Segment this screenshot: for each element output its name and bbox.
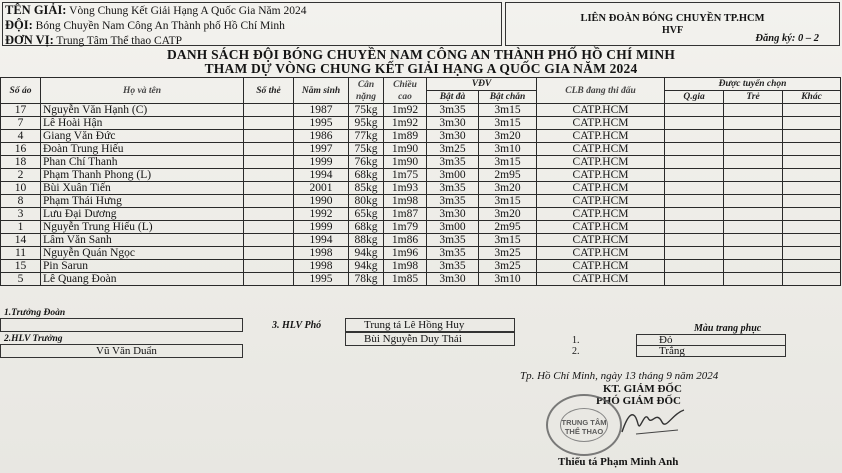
cell-block: 3m35 [427,247,479,260]
cell-name: Lâm Văn Sanh [41,234,244,247]
cell-weight: 65kg [349,208,384,221]
cell-card [244,221,294,234]
cell-card [244,130,294,143]
team-leader-label: 1.Trưởng Đoàn [4,308,66,318]
cell-name: Phan Chí Thanh [41,156,244,169]
tournament-line [3,3,501,18]
cell-youth [724,169,783,182]
cell-spike: 3m15 [479,234,537,247]
cell-other [783,156,841,169]
stamp-text-bottom: THỂ THAO [564,427,604,436]
header-weight: Cân nặng [349,78,384,104]
cell-national [665,260,724,273]
cell-height: 1m93 [384,182,427,195]
cell-birth-year: 1990 [294,195,349,208]
team-label: ĐỘI: [5,18,33,32]
cell-weight: 94kg [349,247,384,260]
uniform-number-1: 1. [572,335,580,346]
cell-national [665,234,724,247]
table-row [1,221,841,234]
cell-club: CATP.HCM [537,247,665,260]
cell-other [783,104,841,117]
cell-other [783,130,841,143]
cell-club: CATP.HCM [537,117,665,130]
cell-youth [724,130,783,143]
team-line [3,18,501,33]
cell-name: Giang Văn Đức [41,130,244,143]
cell-spike: 3m20 [479,208,537,221]
cell-spike: 2m95 [479,221,537,234]
cell-name: Pin Sarun [41,260,244,273]
roster-table [0,77,841,286]
uniform-color-1: Đỏ [636,334,786,346]
federation-box [505,2,840,46]
cell-name: Phạm Thanh Phong (L) [41,169,244,182]
cell-number: 5 [1,273,41,286]
cell-birth-year: 1997 [294,143,349,156]
cell-spike: 3m15 [479,195,537,208]
cell-name: Bùi Xuân Tiến [41,182,244,195]
cell-spike: 3m10 [479,143,537,156]
header-national: Q.gia [665,91,724,104]
cell-weight: 68kg [349,221,384,234]
cell-number: 10 [1,182,41,195]
cell-club: CATP.HCM [537,182,665,195]
header-number: Số áo [1,78,41,104]
cell-weight: 85kg [349,182,384,195]
cell-block: 3m35 [427,234,479,247]
unit-line [3,33,501,48]
cell-youth [724,221,783,234]
cell-weight: 75kg [349,104,384,117]
cell-other [783,143,841,156]
cell-name: Nguyễn Văn Hạnh (C) [41,104,244,117]
cell-spike: 3m15 [479,117,537,130]
cell-spike: 3m20 [479,130,537,143]
cell-spike: 3m10 [479,273,537,286]
uniform-number-2: 2. [572,346,580,357]
cell-spike: 3m15 [479,156,537,169]
table-row [1,117,841,130]
cell-birth-year: 2001 [294,182,349,195]
cell-height: 1m85 [384,273,427,286]
cell-club: CATP.HCM [537,169,665,182]
table-row [1,208,841,221]
cell-name: Lê Quang Đoàn [41,273,244,286]
cell-block: 3m35 [427,195,479,208]
team-leader-field [0,318,243,332]
cell-birth-year: 1992 [294,208,349,221]
cell-spike: 3m15 [479,104,537,117]
cell-number: 2 [1,169,41,182]
cell-other [783,117,841,130]
cell-number: 17 [1,104,41,117]
header-birth-year: Năm sinh [294,78,349,104]
tournament-label: TÊN GIẢI: [5,3,67,17]
cell-national [665,273,724,286]
cell-number: 14 [1,234,41,247]
uniform-color-2: Trắng [636,345,786,357]
cell-number: 11 [1,247,41,260]
table-row [1,104,841,117]
cell-height: 1m79 [384,221,427,234]
cell-height: 1m86 [384,234,427,247]
cell-youth [724,273,783,286]
cell-name: Nguyễn Trung Hiếu (L) [41,221,244,234]
cell-height: 1m92 [384,104,427,117]
cell-block: 3m35 [427,182,479,195]
document-title: DANH SÁCH ĐỘI BÓNG CHUYỀN NAM CÔNG AN THÀNH PHỐ HỒ CHÍ MINH [166,47,676,62]
cell-club: CATP.HCM [537,195,665,208]
header-club: CLB đang thi đấu [537,78,665,104]
cell-number: 4 [1,130,41,143]
head-coach-label: 2.HLV Trưởng [4,334,63,344]
assistant-coach-label: 3. HLV Phó [272,320,322,331]
cell-name: Lưu Đại Dương [41,208,244,221]
cell-number: 8 [1,195,41,208]
cell-club: CATP.HCM [537,156,665,169]
federation-name: LIÊN ĐOÀN BÓNG CHUYỀN TP.HCM [580,13,765,24]
cell-name: Đoàn Trung Hiếu [41,143,244,156]
cell-national [665,208,724,221]
cell-birth-year: 1994 [294,169,349,182]
signature-kt: KT. GIÁM ĐỐC [603,383,682,395]
header-youth: Trẻ [724,91,783,104]
cell-club: CATP.HCM [537,130,665,143]
cell-block: 3m35 [427,156,479,169]
tournament-name: Vòng Chung Kết Giải Hạng A Quốc Gia Năm 2024 [69,5,307,17]
cell-block: 3m00 [427,169,479,182]
cell-weight: 76kg [349,156,384,169]
cell-youth [724,117,783,130]
cell-birth-year: 1998 [294,247,349,260]
cell-card [244,169,294,182]
cell-weight: 95kg [349,117,384,130]
cell-spike: 3m20 [479,182,537,195]
stamp-text-top: TRUNG TÂM [561,418,607,427]
cell-name: Lê Hoài Hận [41,117,244,130]
header-name: Họ và tên [41,78,244,104]
cell-number: 18 [1,156,41,169]
cell-number: 16 [1,143,41,156]
cell-weight: 75kg [349,143,384,156]
cell-youth [724,260,783,273]
cell-youth [724,234,783,247]
cell-block: 3m30 [427,208,479,221]
cell-card [244,104,294,117]
cell-height: 1m87 [384,208,427,221]
header-info-box [2,2,502,46]
cell-card [244,234,294,247]
cell-birth-year: 1999 [294,156,349,169]
cell-weight: 68kg [349,169,384,182]
cell-height: 1m90 [384,143,427,156]
cell-other [783,182,841,195]
cell-card [244,117,294,130]
cell-youth [724,156,783,169]
table-row [1,169,841,182]
signature-role: PHÓ GIÁM ĐỐC [596,395,681,407]
cell-card [244,208,294,221]
table-row [1,273,841,286]
cell-national [665,117,724,130]
cell-number: 3 [1,208,41,221]
assistant-coach-1: Trung tá Lê Hồng Huy [345,318,515,332]
cell-birth-year: 1995 [294,117,349,130]
header-selected: Được tuyển chọn [665,78,841,91]
cell-birth-year: 1986 [294,130,349,143]
cell-birth-year: 1995 [294,273,349,286]
registration-number: Đăng ký: 0 – 2 [755,33,819,44]
cell-other [783,260,841,273]
table-row [1,260,841,273]
header-card: Số thẻ [244,78,294,104]
unit-name: Trung Tâm Thể thao CATP [56,35,183,47]
cell-club: CATP.HCM [537,221,665,234]
cell-height: 1m90 [384,156,427,169]
cell-card [244,156,294,169]
cell-block: 3m30 [427,273,479,286]
cell-number: 7 [1,117,41,130]
cell-club: CATP.HCM [537,234,665,247]
cell-youth [724,143,783,156]
cell-national [665,169,724,182]
cell-card [244,247,294,260]
cell-card [244,143,294,156]
cell-block: 3m25 [427,143,479,156]
header-block: Bật đà [427,91,479,104]
cell-national [665,104,724,117]
cell-block: 3m00 [427,221,479,234]
cell-youth [724,208,783,221]
cell-club: CATP.HCM [537,104,665,117]
cell-name: Phạm Thái Hưng [41,195,244,208]
cell-club: CATP.HCM [537,260,665,273]
cell-card [244,182,294,195]
handwritten-signature [618,404,688,440]
cell-spike: 2m95 [479,169,537,182]
cell-weight: 88kg [349,234,384,247]
cell-other [783,169,841,182]
cell-other [783,221,841,234]
cell-other [783,195,841,208]
cell-youth [724,247,783,260]
uniform-label: Màu trang phục [694,323,762,334]
official-stamp [546,394,622,456]
table-row [1,130,841,143]
cell-national [665,221,724,234]
cell-height: 1m92 [384,117,427,130]
cell-national [665,156,724,169]
cell-spike: 3m25 [479,247,537,260]
federation-abbr: HVF [661,25,684,36]
cell-youth [724,104,783,117]
assistant-coach-2: Bùi Nguyễn Duy Thái [345,332,515,346]
cell-other [783,234,841,247]
cell-national [665,195,724,208]
table-row [1,182,841,195]
cell-national [665,143,724,156]
cell-youth [724,182,783,195]
header-other: Khác [783,91,841,104]
cell-national [665,130,724,143]
cell-height: 1m89 [384,130,427,143]
cell-weight: 77kg [349,130,384,143]
cell-weight: 78kg [349,273,384,286]
table-row [1,247,841,260]
cell-height: 1m96 [384,247,427,260]
header-spike: Bật chắn [479,91,537,104]
document-subtitle: THAM DỰ VÒNG CHUNG KẾT GIẢI HẠNG A QUỐC GIA NĂM 2024 [204,61,638,76]
cell-youth [724,195,783,208]
signer-name: Thiếu tá Phạm Minh Anh [558,456,679,468]
cell-block: 3m30 [427,130,479,143]
cell-spike: 3m25 [479,260,537,273]
cell-height: 1m98 [384,260,427,273]
cell-name: Nguyễn Quán Ngọc [41,247,244,260]
unit-label: ĐƠN VỊ: [5,33,54,47]
cell-block: 3m30 [427,117,479,130]
cell-number: 1 [1,221,41,234]
cell-birth-year: 1998 [294,260,349,273]
cell-birth-year: 1999 [294,221,349,234]
cell-other [783,273,841,286]
cell-birth-year: 1987 [294,104,349,117]
header-height: Chiều cao [384,78,427,104]
team-name: Bóng Chuyền Nam Công An Thành phố Hồ Chí Minh [35,20,285,32]
cell-other [783,247,841,260]
cell-number: 15 [1,260,41,273]
head-coach-field: Vũ Văn Duẩn [0,344,243,358]
cell-other [783,208,841,221]
cell-club: CATP.HCM [537,208,665,221]
cell-weight: 94kg [349,260,384,273]
cell-national [665,182,724,195]
table-row [1,143,841,156]
table-row [1,234,841,247]
cell-block: 3m35 [427,104,479,117]
cell-card [244,260,294,273]
table-row [1,195,841,208]
cell-club: CATP.HCM [537,143,665,156]
cell-weight: 80kg [349,195,384,208]
cell-card [244,273,294,286]
cell-club: CATP.HCM [537,273,665,286]
cell-block: 3m35 [427,260,479,273]
cell-national [665,247,724,260]
header-vdv: VĐV [427,78,537,91]
cell-height: 1m75 [384,169,427,182]
cell-birth-year: 1994 [294,234,349,247]
table-row [1,156,841,169]
cell-height: 1m98 [384,195,427,208]
place-date: Tp. Hồ Chí Minh, ngày 13 tháng 9 năm 2024 [520,370,719,382]
cell-card [244,195,294,208]
